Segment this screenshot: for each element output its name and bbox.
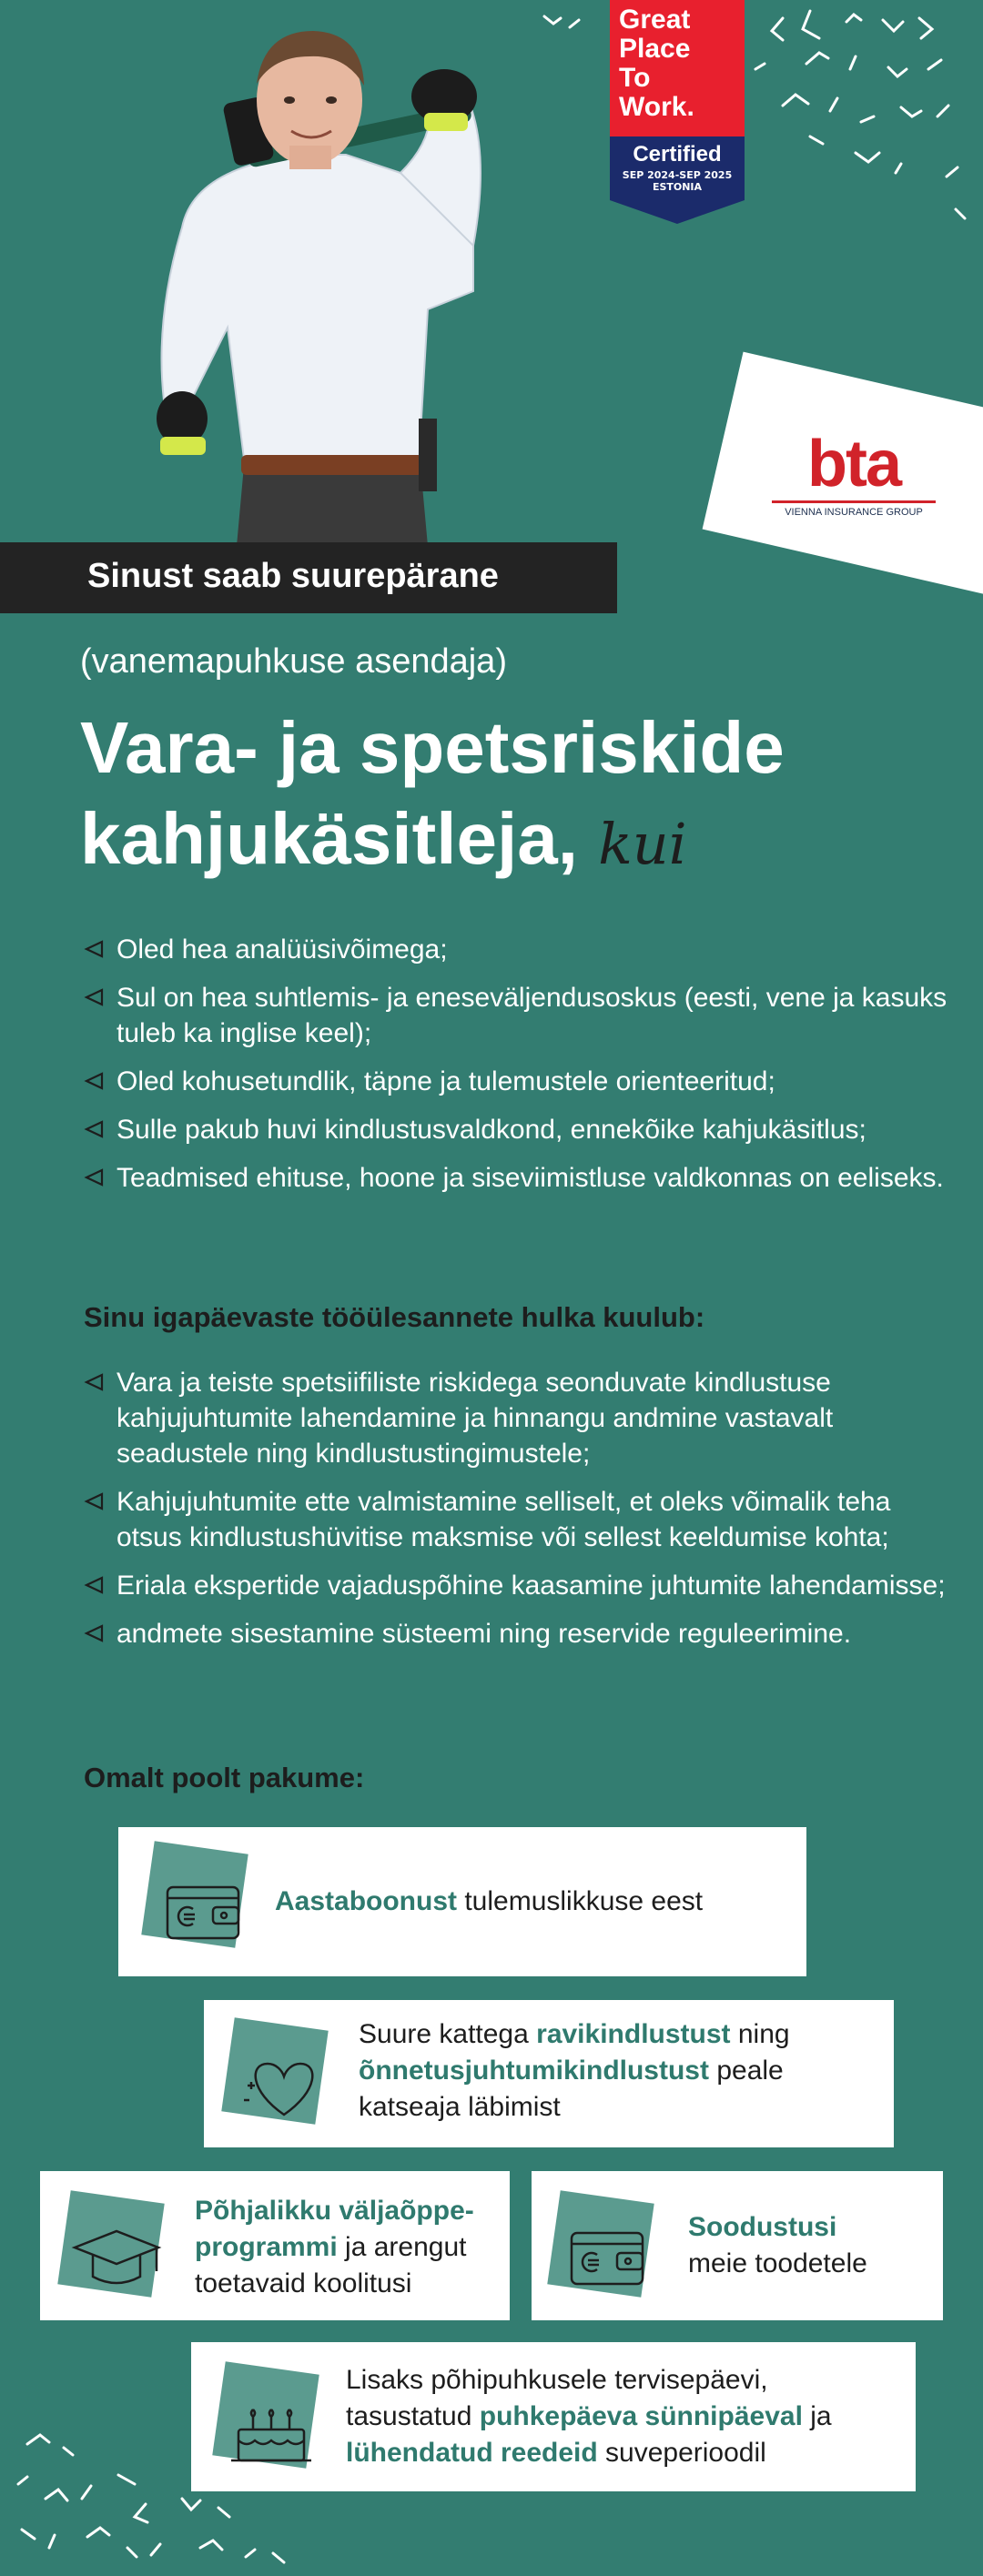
banner-text: Sinust saab suurepärane (87, 557, 499, 595)
benefit-highlight: lühendatud reedeid (346, 2438, 598, 2468)
list-item (84, 980, 958, 1051)
benefit-rest: Suure kattega (359, 2019, 537, 2049)
list-item (84, 1112, 958, 1147)
offer-heading: Omalt poolt pakume: (84, 1762, 365, 1793)
badge-line: Work. (619, 92, 694, 122)
benefit-highlight: ravikindlustust (536, 2019, 731, 2049)
duty-text: Vara ja teiste spetsiifiliste riskidega seonduvate kindlustuse kahjujuhtumite lahendamine ja hinnangu andmine vastavalt seadustele ning kindlustustingimustele; (117, 1368, 834, 1469)
benefit-rest: ja arengut (337, 2232, 467, 2262)
benefit-highlight: programmi (195, 2232, 338, 2262)
position-subtitle: (vanemapuhkuse asendaja) (80, 642, 507, 681)
badge-certified: Certified (633, 142, 722, 167)
benefit-text (195, 2193, 504, 2302)
list-item (84, 1064, 958, 1099)
badge-line: Place (619, 34, 691, 64)
logo-subtitle: VIENNA INSURANCE GROUP (772, 500, 936, 518)
list-item (84, 1160, 958, 1196)
duty-text: Kahjujuhtumite ette valmistamine selliselt, et oleks võimalik teha otsus kindlustushüvitise maksmise või sellest keeldumise kohta; (117, 1487, 891, 1552)
job-title (80, 702, 954, 890)
triangle-bullet-icon (84, 1491, 104, 1511)
duties-list (84, 1365, 958, 1664)
employee-photo (127, 18, 546, 546)
list-item (84, 1484, 958, 1555)
list-item (84, 1365, 958, 1471)
benefit-rest: ja (802, 2401, 832, 2431)
benefit-highlight: õnnetusjuhtumikindlustust (359, 2056, 709, 2086)
benefit-card-insurance (204, 2000, 894, 2147)
benefit-rest: suveperioodil (597, 2438, 766, 2468)
requirement-text: Oled hea analüüsivõimega; (117, 934, 448, 965)
badge-country: ESTONIA (652, 181, 703, 193)
benefit-rest: meie toodetele (688, 2248, 867, 2278)
badge-line: To (619, 63, 651, 93)
benefit-card-discounts (532, 2171, 943, 2320)
logo-brand: bta (807, 428, 900, 500)
wallet-icon (149, 1862, 249, 1953)
benefit-highlight: Põhjalikku väljaõppe- (195, 2196, 474, 2226)
benefit-text (346, 2362, 901, 2471)
benefit-highlight: Soodustusi (688, 2212, 837, 2242)
list-item (84, 1568, 958, 1603)
graduation-cap-icon (66, 2207, 166, 2298)
triangle-bullet-icon (84, 1071, 104, 1091)
triangle-bullet-icon (84, 1623, 104, 1643)
decorative-arrows (0, 2420, 309, 2576)
benefit-rest: tasustatud (346, 2401, 480, 2431)
triangle-bullet-icon (84, 1167, 104, 1187)
benefit-rest: peale katseaja läbimist (359, 2056, 784, 2122)
benefit-text (275, 1884, 785, 1920)
list-item (84, 932, 958, 967)
decorative-arrows (537, 0, 983, 237)
triangle-bullet-icon (84, 939, 104, 959)
benefit-rest: Lisaks põhipuhkusele tervisepäevi, (346, 2365, 768, 2395)
duty-text: andmete sisestamine süsteemi ning reservide reguleerimine. (117, 1619, 852, 1649)
job-title-line2: kahjukäsitleja, (80, 798, 578, 879)
benefit-text (359, 2016, 877, 2126)
triangle-bullet-icon (84, 1575, 104, 1595)
wallet-icon (553, 2207, 654, 2298)
duties-heading: Sinu igapäevaste tööülesannete hulka kuulub: (84, 1301, 705, 1333)
requirement-text: Teadmised ehituse, hoone ja siseviimistluse valdkonnas on eeliseks. (117, 1163, 944, 1193)
bta-logo (763, 428, 945, 518)
benefit-rest: toetavaid koolitusi (195, 2268, 412, 2298)
list-item (84, 1616, 958, 1652)
requirement-text: Oled kohusetundlik, täpne ja tulemustele orienteeritud; (117, 1066, 775, 1096)
headline-banner (0, 542, 617, 613)
heart-icon (231, 2036, 331, 2127)
duty-text: Eriala ekspertide vajaduspõhine kaasamine juhtumite lahendamisse; (117, 1571, 946, 1601)
benefit-rest: ning (730, 2019, 790, 2049)
benefit-card-bonus (118, 1827, 806, 1976)
triangle-bullet-icon (84, 1119, 104, 1139)
requirement-text: Sul on hea suhtlemis- ja eneseväljendusoskus (eesti, vene ja kasuks tuleb ka inglise keel); (117, 983, 948, 1048)
badge-line: Great (619, 5, 691, 35)
job-title-script: kui (598, 811, 687, 877)
triangle-bullet-icon (84, 1372, 104, 1392)
benefit-highlight: Aastaboonust (275, 1886, 458, 1916)
job-title-line1: Vara- ja spetsriskide (80, 707, 785, 788)
great-place-to-work-badge (610, 0, 745, 224)
benefit-highlight: puhkepäeva sünnipäeval (479, 2401, 803, 2431)
requirements-list (84, 932, 958, 1208)
benefit-rest: tulemuslikkuse eest (457, 1886, 704, 1916)
benefit-text (688, 2209, 934, 2282)
benefit-card-training (40, 2171, 510, 2320)
badge-period: SEP 2024-SEP 2025 (622, 169, 733, 181)
triangle-bullet-icon (84, 987, 104, 1007)
requirement-text: Sulle pakub huvi kindlustusvaldkond, ennekõike kahjukäsitlus; (117, 1115, 866, 1145)
